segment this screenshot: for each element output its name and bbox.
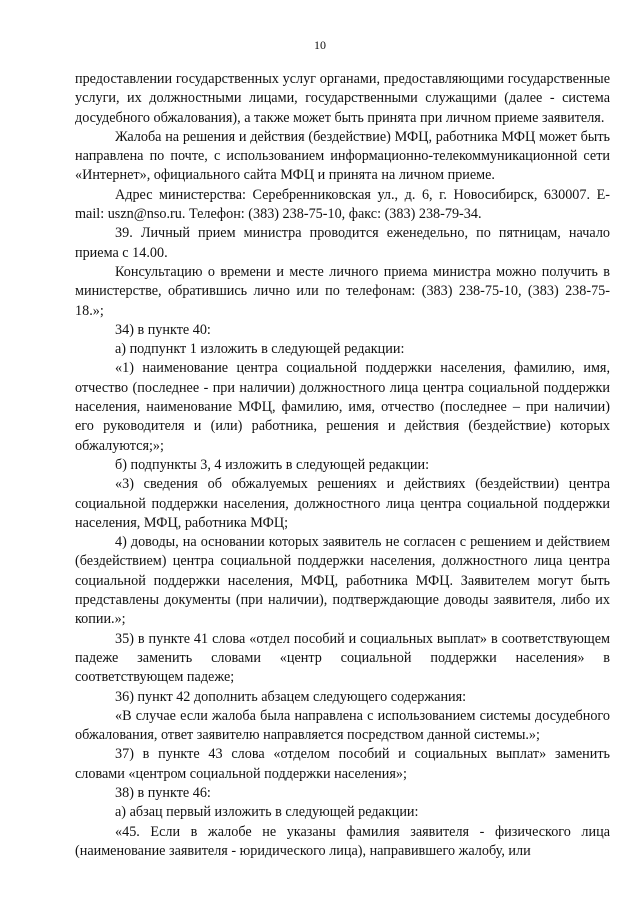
paragraph-subpoint-3: «3) сведения об обжалуемых решениях и действиях (бездействии) центра социальной поддержки населения, должностного лица центра социальной поддержки населения, МФЦ, работника МФЦ;	[75, 476, 610, 531]
page-number: 10	[314, 38, 326, 52]
paragraph-36-quote: «В случае если жалоба была направлена с использованием системы досудебного обжалования, ответ заявителю направляется посредством данной системы.»;	[75, 707, 610, 744]
paragraph-39: 39. Личный прием министра проводится еженедельно, по пятницам, начало приема с 14.00.	[75, 225, 610, 261]
paragraph-36: 36) пункт 42 дополнить абзацем следующего содержания:	[115, 688, 467, 705]
paragraph-subpoint-4: 4) доводы, на основании которых заявитель не согласен с решением и действием (бездействием) центра социальной поддержки населения, должностного лица центра социальной поддержки населения, МФЦ, работника МФЦ. Заявителем могут быть представлены документы (при наличии), подтверждающие доводы заявителя, либо их копии.»;	[75, 534, 610, 628]
paragraph-45: «45. Если в жалобе не указаны фамилия заявителя - физического лица (наименование заявителя - юридического лица), направившего жалобу, или	[75, 823, 610, 859]
paragraph-subpoint-1: «1) наименование центра социальной поддержки населения, фамилию, имя, отчество (последнее - при наличии) должностного лица центра социальной поддержки населения, наименование МФЦ, фамилию, имя, отчество (последнее – при наличии) его руководителя и (или) работника, решения и действия (бездействие) которых обжалуются;»;	[75, 360, 610, 454]
paragraph-34a: а) подпункт 1 изложить в следующей редакции:	[115, 341, 405, 358]
paragraph-consultation: Консультацию о времени и месте личного приема министра можно получить в министерстве, обратившись лично или по телефонам: (383) 238-75-10, (383) 238-75-18.»;	[75, 263, 610, 319]
paragraph-34: 34) в пункте 40:	[115, 321, 211, 338]
paragraph-35: 35) в пункте 41 слова «отдел пособий и социальных выплат» в соответствующем падеже заменить словами «центр социальной поддержки населения» в соответствующем падеже;	[75, 630, 610, 686]
paragraph-38a: а) абзац первый изложить в следующей редакции:	[115, 804, 419, 821]
paragraph-mfc-complaint: Жалоба на решения и действия (бездействие) МФЦ, работника МФЦ может быть направлена по почте, с использованием информационно-телекоммуникационной сети «Интернет», официального сайта МФЦ и принята на личном приеме.	[75, 128, 610, 184]
paragraph-34b: б) подпункты 3, 4 изложить в следующей редакции:	[115, 456, 430, 473]
paragraph-37: 37) в пункте 43 слова «отделом пособий и социальных выплат» заменить словами «центром социальной поддержки населения»;	[75, 746, 610, 782]
paragraph-continuation: предоставлении государственных услуг органами, предоставляющими государственные услуги, их должностными лицами, государственными служащими (далее - система досудебного обжалования), а также может быть принята при личном приеме заявителя.	[75, 71, 610, 126]
document-body	[75, 70, 610, 861]
paragraph-ministry-address: Адрес министерства: Серебренниковская ул., д. 6, г. Новосибирск, 630007. E-mail: uszn@nso.ru. Телефон: (383) 238-75-10, факс: (383) 238-79-34.	[75, 186, 610, 223]
paragraph-38: 38) в пункте 46:	[115, 784, 211, 801]
